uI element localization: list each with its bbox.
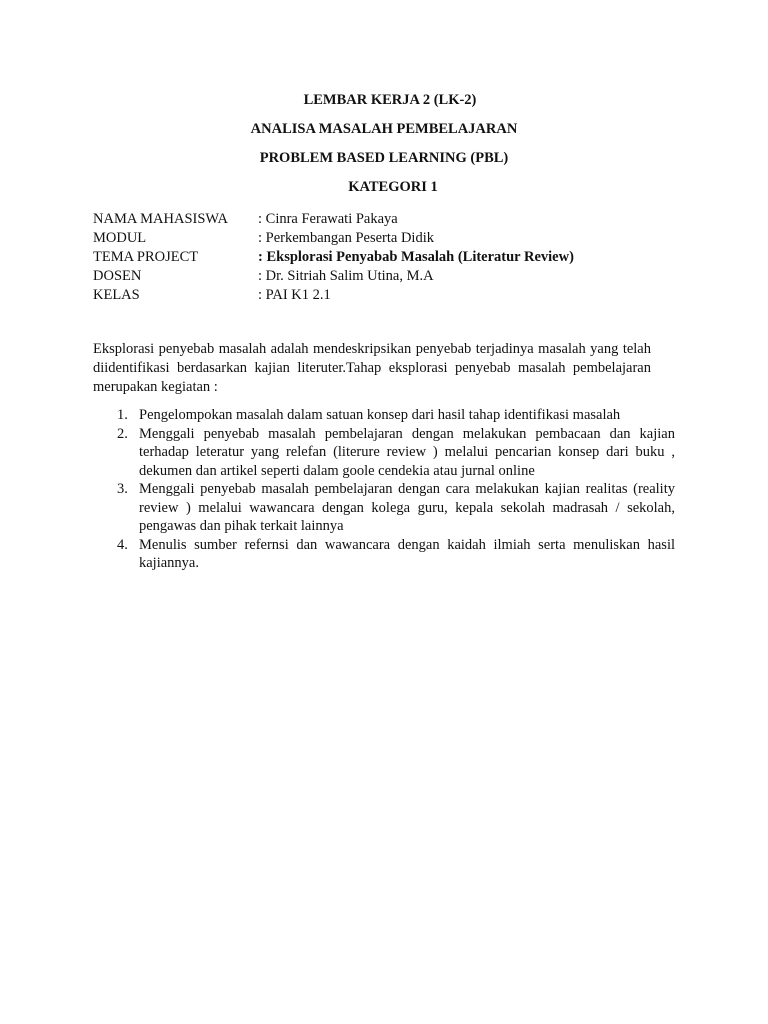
document-category: KATEGORI 1 <box>348 179 438 195</box>
student-info-block <box>93 210 693 305</box>
document-subtitle-pbl: PROBLEM BASED LEARNING (PBL) <box>259 150 509 166</box>
list-item-text: Menulis sumber refernsi dan wawancara dengan kaidah ilmiah serta menuliskan hasil kajiannya. <box>139 536 675 571</box>
info-row-class <box>93 286 693 305</box>
info-label: KELAS <box>93 287 140 303</box>
info-label: DOSEN <box>93 268 142 284</box>
info-label: MODUL <box>93 230 147 246</box>
info-value: : PAI K1 2.1 <box>258 287 331 303</box>
document-title: LEMBAR KERJA 2 (LK-2) <box>303 92 477 108</box>
intro-paragraph: Eksplorasi penyebab masalah adalah mendeskripsikan penyebab terjadinya masalah yang telah diidentifikasi berdasarkan kajian literuter.Tahap eksplorasi penyebab masalah pembelajaran merupakan kegiatan : <box>93 341 651 395</box>
info-row-name <box>93 210 693 229</box>
list-item <box>93 406 675 425</box>
list-item <box>93 480 675 536</box>
info-row-module <box>93 229 693 248</box>
list-item-number: 2. <box>117 425 128 442</box>
info-value: : Perkembangan Peserta Didik <box>258 230 434 246</box>
info-value: : Cinra Ferawati Pakaya <box>258 211 398 227</box>
list-item <box>93 536 675 573</box>
document-subtitle-analysis: ANALISA MASALAH PEMBELAJARAN <box>250 121 518 137</box>
list-item-text: Pengelompokan masalah dalam satuan konsep dari hasil tahap identifikasi masalah <box>139 407 621 423</box>
info-value: : Dr. Sitriah Salim Utina, M.A <box>258 268 434 284</box>
info-row-lecturer <box>93 267 693 286</box>
list-item <box>93 425 675 481</box>
info-value: : Eksplorasi Penyabab Masalah (Literatur Review) <box>258 249 574 265</box>
list-item-number: 1. <box>117 407 128 423</box>
info-row-project-theme <box>93 248 693 267</box>
list-item-number: 3. <box>117 481 128 497</box>
info-label: NAMA MAHASISWA <box>93 211 228 227</box>
list-item-text: Menggali penyebab masalah pembelajaran dengan melakukan pembacaan dan kajian terhadap leteratur yang relefan (literure review ) melalui pencarian konsep dari buku , dekumen dan artikel seperti dalam goole cendekia atau jurnal online <box>139 425 675 479</box>
list-item-text: Menggali penyebab masalah pembelajaran dengan cara melakukan kajian realitas (reality review ) melalui wawancara dengan kolega guru, kepala sekolah madrasah / sekolah, pengawas dan pihak terkait lainnya <box>139 481 675 534</box>
list-item-number: 4. <box>117 536 128 553</box>
document-header <box>0 90 768 206</box>
steps-list <box>93 406 675 573</box>
info-label: TEMA PROJECT <box>93 249 199 265</box>
